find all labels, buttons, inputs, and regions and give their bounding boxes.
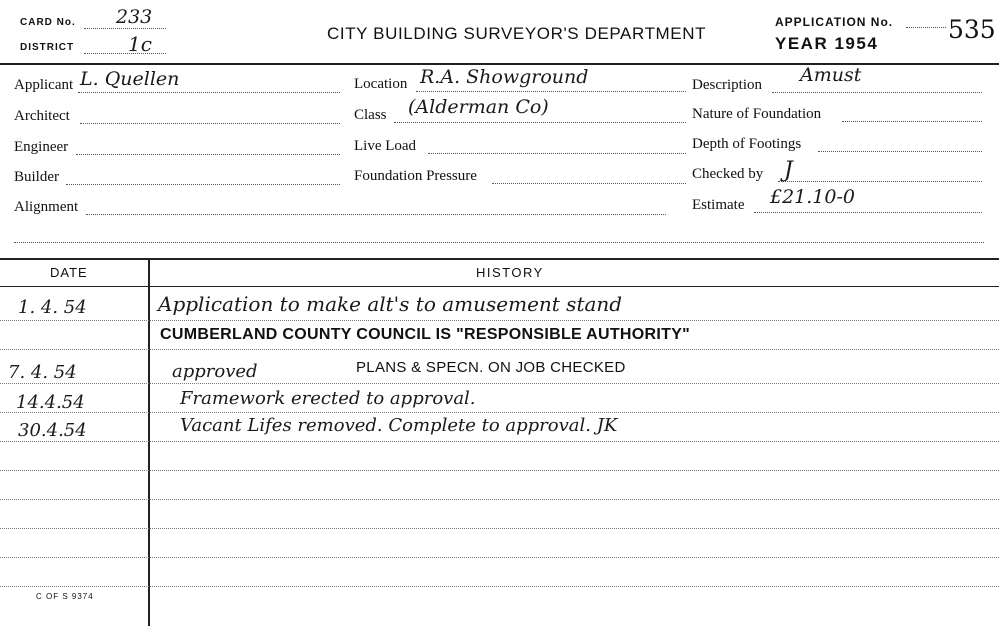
foundation-pressure-line bbox=[492, 183, 686, 184]
ruled-line bbox=[0, 499, 999, 500]
checked-by-value: J bbox=[784, 158, 793, 183]
ruled-line bbox=[0, 349, 999, 350]
description-line bbox=[772, 92, 982, 93]
history-entry: Application to make alt's to amusement stand bbox=[158, 292, 623, 316]
history-date: 30.4.54 bbox=[18, 420, 87, 441]
alignment-line bbox=[86, 214, 666, 215]
engineer-label: Engineer bbox=[14, 139, 69, 155]
history-date: 7. 4. 54 bbox=[8, 362, 77, 383]
card-no-value: 233 bbox=[116, 6, 153, 28]
ruled-line bbox=[0, 320, 999, 321]
blank-line bbox=[14, 242, 984, 243]
card-no-line bbox=[84, 28, 166, 29]
history-entry: approved bbox=[172, 361, 258, 382]
description-value: Amust bbox=[800, 64, 862, 86]
ruled-line bbox=[0, 470, 999, 471]
ruled-line bbox=[0, 586, 999, 587]
card-no-label: CARD No. bbox=[20, 17, 76, 28]
plans-checked-stamp: PLANS & SPECN. ON JOB CHECKED bbox=[356, 359, 626, 376]
nature-of-foundation-line bbox=[842, 121, 982, 122]
ruled-line bbox=[0, 441, 999, 442]
checked-by-line bbox=[778, 181, 982, 182]
class-label: Class bbox=[354, 107, 387, 123]
class-value: (Alderman Co) bbox=[408, 96, 549, 118]
district-value: 1c bbox=[128, 32, 152, 56]
responsible-authority-stamp: CUMBERLAND COUNTY COUNCIL IS "RESPONSIBLE AUTHORITY" bbox=[160, 326, 691, 343]
applicant-value: L. Quellen bbox=[80, 68, 180, 90]
ruled-line bbox=[0, 557, 999, 558]
estimate-label: Estimate bbox=[692, 197, 745, 213]
class-line bbox=[394, 122, 686, 123]
depth-of-footings-line bbox=[818, 151, 982, 152]
nature-of-foundation-label: Nature of Foundation bbox=[692, 106, 822, 122]
history-entry: Vacant Lifes removed. Complete to approval. JK bbox=[180, 415, 618, 436]
estimate-line bbox=[754, 212, 982, 213]
architect-line bbox=[80, 123, 340, 124]
history-date: 1. 4. 54 bbox=[18, 297, 87, 318]
ruled-line bbox=[0, 412, 999, 413]
location-line bbox=[416, 91, 686, 92]
location-value: R.A. Showground bbox=[420, 66, 589, 88]
history-header: HISTORY bbox=[476, 265, 544, 280]
application-number: 535 bbox=[948, 15, 996, 44]
district-label: DISTRICT bbox=[20, 42, 75, 53]
description-label: Description bbox=[692, 77, 762, 93]
year-label: YEAR 1954 bbox=[775, 34, 879, 53]
estimate-value: £21.10-0 bbox=[770, 186, 855, 208]
history-entry: Framework erected to approval. bbox=[180, 388, 476, 409]
applicant-label: Applicant bbox=[14, 77, 74, 93]
architect-label: Architect bbox=[14, 108, 70, 124]
history-date: 14.4.54 bbox=[16, 392, 85, 413]
location-label: Location bbox=[354, 76, 408, 92]
department-title: CITY BUILDING SURVEYOR'S DEPARTMENT bbox=[327, 24, 707, 43]
live-load-label: Live Load bbox=[354, 138, 417, 154]
live-load-line bbox=[428, 153, 686, 154]
applicant-line bbox=[78, 92, 340, 93]
date-header: DATE bbox=[50, 265, 88, 280]
builder-line bbox=[66, 184, 340, 185]
header-row-rule bbox=[0, 286, 999, 287]
form-code: C OF S 9374 bbox=[36, 592, 94, 601]
application-label: APPLICATION No. bbox=[775, 15, 894, 29]
depth-of-footings-label: Depth of Footings bbox=[692, 136, 802, 152]
ruled-line bbox=[0, 383, 999, 384]
foundation-pressure-label: Foundation Pressure bbox=[354, 168, 477, 184]
engineer-line bbox=[76, 154, 340, 155]
ruled-line bbox=[0, 528, 999, 529]
district-line bbox=[84, 53, 166, 54]
alignment-label: Alignment bbox=[14, 199, 79, 215]
builder-label: Builder bbox=[14, 169, 59, 185]
application-line bbox=[906, 27, 946, 28]
date-column-divider bbox=[148, 260, 150, 626]
checked-by-label: Checked by bbox=[692, 166, 764, 182]
